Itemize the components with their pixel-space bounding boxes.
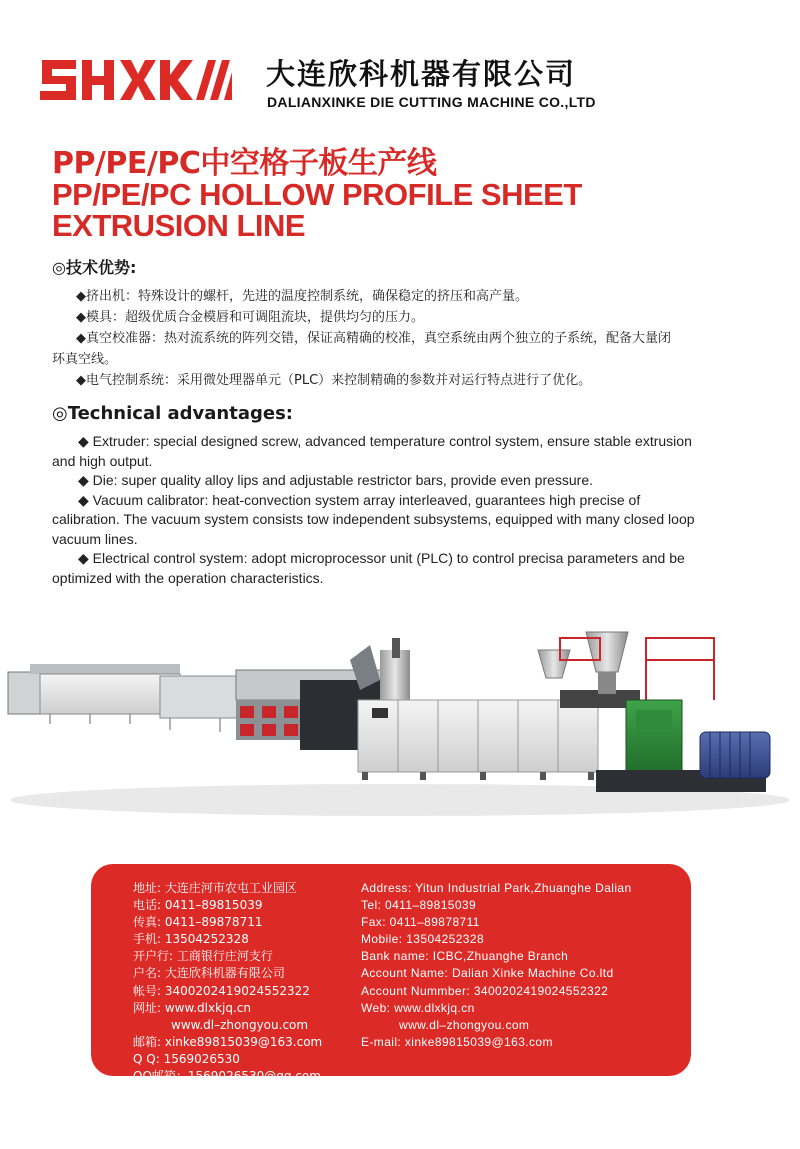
advantage-en-text: calibration. The vacuum system consists tow independent subsystems, equipped with many closed loop (52, 511, 695, 527)
advantage-en-text: ◆ Vacuum calibrator: heat-convection system array interleaved, guarantees high precise of (78, 491, 641, 508)
advantage-en-text: ◆ Extruder: special designed screw, advanced temperature control system, ensure stable extrusion (78, 433, 692, 449)
contact-en-fax: Fax: 0411–89878711 (361, 915, 480, 930)
contact-en-address: Address: Yitun Industrial Park,Zhuanghe Dalian (361, 881, 632, 895)
advantages-cn (52, 255, 752, 391)
contact-panel (91, 864, 691, 1084)
header (38, 48, 598, 118)
advantage-en-text: vacuum lines. (52, 530, 138, 547)
company-name-cn: 大连欣科机器有限公司 (266, 57, 577, 91)
contact-cn (133, 880, 322, 1085)
contact-cn-email: 邮箱: xinke89815039@163.com (133, 1034, 323, 1049)
advantage-en-text: ◆ Electrical control system: adopt microprocessor unit (PLC) to control precisa parameters and be (78, 550, 685, 566)
contact-cn-website: 网址: www.dlxkjq.cn (133, 1000, 251, 1015)
advantage-en-line (52, 432, 752, 452)
advantage-cn-text: 环真空线。 (52, 352, 118, 367)
contact-cn-qq: Q Q: 1569026530 (133, 1051, 240, 1066)
contact-en-bank: Bank name: ICBC,Zhuanghe Branch (361, 949, 569, 964)
title-line-en-1: PP/PE/PC HOLLOW PROFILE SHEET (52, 177, 582, 212)
advantage-en-line (52, 452, 752, 472)
contact-cn-website-2: www.dl–zhongyou.com (171, 1017, 309, 1032)
advantage-en-text: optimized with the operation characteristics. (52, 569, 324, 586)
contact-cn-phone: 电话: 0411–89815039 (133, 898, 263, 913)
advantage-en-line (52, 569, 752, 589)
extrusion-line-photo (0, 620, 800, 835)
advantage-cn-item (52, 349, 752, 370)
contact-cn-account-name: 户名: 大连欣科机器有限公司 (133, 966, 285, 981)
advantage-cn-text: ◆模具：超级优质合金模唇和可调阻流块，提供均匀的压力。 (76, 310, 424, 325)
advantage-en-line (52, 549, 752, 569)
contact-en-web: Web: www.dlxkjq.cn (361, 1000, 475, 1015)
contact-en-mobile: Mobile: 13504252328 (361, 932, 485, 947)
title-line-cn: PP/PE/PC中空格子板生产线 (52, 146, 437, 181)
advantage-cn-item (52, 286, 752, 307)
contact-en-web-2: www.dl–zhongyou.com (399, 1017, 530, 1032)
company-name-en: DALIANXINKE DIE CUTTING MACHINE CO.,LTD (267, 94, 596, 110)
contact-en-account-name: Account Name: Dalian Xinke Machine Co.ltd (361, 966, 614, 981)
advantage-cn-text: ◆电气控制系统：采用微处理器单元（PLC）来控制精确的参数并对运行特点进行了优化。 (76, 373, 592, 388)
contact-cn-address: 地址: 大连庄河市农屯工业园区 (133, 881, 297, 895)
contact-cn-account-number: 帐号: 3400202419024552322 (133, 983, 310, 998)
advantage-cn-text: ◆真空校准器：热对流系统的阵列交错，保证高精确的校准，真空系统由两个独立的子系统，配备大量闭 (76, 331, 671, 346)
advantage-en-line (52, 491, 752, 511)
advantage-cn-item (52, 307, 752, 328)
advantage-en-line (52, 530, 752, 550)
advantage-en-line (52, 471, 752, 491)
advantages-en (52, 403, 752, 588)
contact-cn-qq-email: QQ邮箱：1569026530@qq.com (133, 1069, 321, 1084)
product-title (52, 148, 752, 241)
contact-cn-fax: 传真: 0411–89878711 (133, 915, 263, 930)
advantage-en-line (52, 510, 752, 530)
contact-cn-bank: 开户行: 工商银行庄河支行 (133, 949, 273, 964)
advantages-en-heading: ◎Technical advantages: (52, 403, 294, 424)
contact-cn-mobile: 手机: 13504252328 (133, 932, 249, 947)
contact-en-account-number: Account Nummber: 3400202419024552322 (361, 983, 609, 998)
advantages-cn-heading: ◎技术优势: (52, 258, 137, 277)
advantage-en-text: and high output. (52, 452, 153, 469)
advantage-cn-item (52, 370, 752, 391)
advantage-cn-item (52, 328, 752, 349)
company-logo (38, 56, 238, 104)
contact-en-tel: Tel: 0411–89815039 (361, 898, 477, 913)
title-line-en-2: EXTRUSION LINE (52, 208, 306, 243)
advantage-cn-text: ◆挤出机：特殊设计的螺杆，先进的温度控制系统，确保稳定的挤压和高产量。 (76, 289, 528, 304)
contact-en-email: E-mail: xinke89815039@163.com (361, 1034, 553, 1049)
advantage-en-text: ◆ Die: super quality alloy lips and adjustable restrictor bars, provide even pressure. (78, 472, 594, 488)
contact-en (361, 880, 632, 1051)
